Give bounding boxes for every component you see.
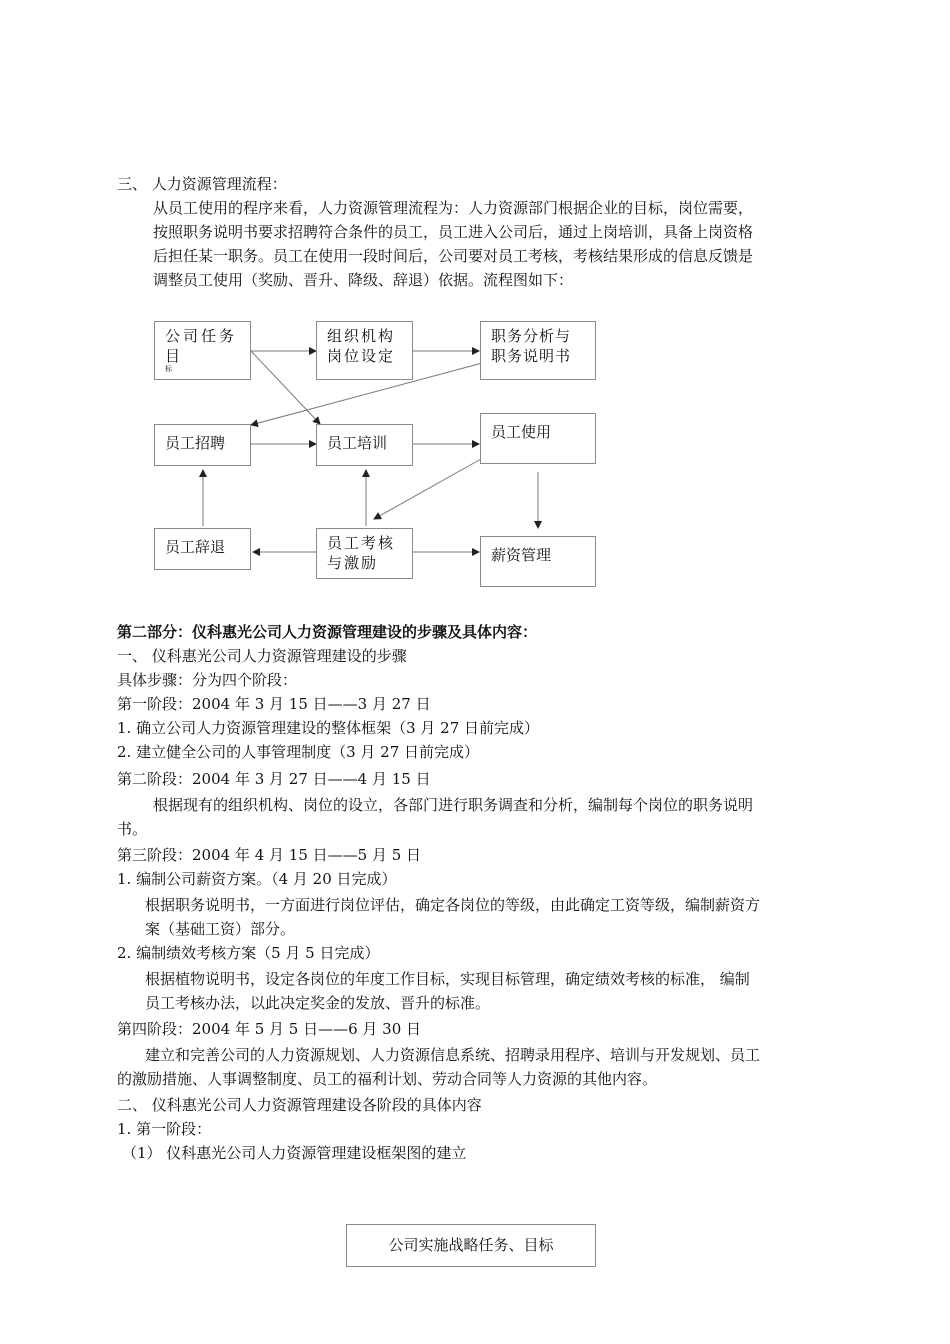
list-item: 2. 编制绩效考核方案（5 月 5 日完成） bbox=[117, 944, 380, 962]
text-line: 案（基础工资）部分。 bbox=[145, 920, 296, 938]
text-line: 的激励措施、人事调整制度、员工的福利计划、劳动合同等人力资源的其他内容。 bbox=[117, 1070, 658, 1088]
text-line: 具体步骤：分为四个阶段： bbox=[117, 671, 298, 689]
paragraph-line: 后担任某一职务。员工在使用一段时间后，公司要对员工考核，考核结果形成的信息反馈是 bbox=[153, 247, 754, 265]
arrow-task-to-training bbox=[251, 351, 320, 424]
phase-heading: 第三阶段：2004 年 4 月 15 日——5 月 5 日 bbox=[117, 846, 422, 864]
flow-node-dismiss: 员工辞退 bbox=[154, 528, 251, 570]
flow-node-job-analysis: 职务分析与 职务说明书 bbox=[480, 321, 596, 380]
flow-node-employee-use: 员工使用 bbox=[480, 413, 596, 464]
text-line: 根据职务说明书，一方面进行岗位评估，确定各岗位的等级，由此确定工资等级，编制薪资方 bbox=[145, 896, 761, 914]
flow-node-salary: 薪资管理 bbox=[480, 536, 596, 587]
section-heading: 二、 仪科惠光公司人力资源管理建设各阶段的具体内容 bbox=[117, 1096, 482, 1114]
part-title: 第二部分：仪科惠光公司人力资源管理建设的步骤及具体内容： bbox=[117, 623, 538, 641]
list-item: 1. 第一阶段： bbox=[117, 1120, 212, 1138]
phase-heading: 第一阶段：2004 年 3 月 15 日——3 月 27 日 bbox=[117, 695, 431, 713]
paragraph-line: 按照职务说明书要求招聘符合条件的员工，员工进入公司后，通过上岗培训，具备上岗资格 bbox=[153, 223, 754, 241]
flow-node-org-structure: 组织机构 岗位设定 bbox=[316, 321, 413, 380]
sub-list-item: （1） 仪科惠光公司人力资源管理建设框架图的建立 bbox=[122, 1144, 467, 1162]
text-line: 员工考核办法，以此决定奖金的发放、晋升的标准。 bbox=[145, 994, 491, 1012]
list-item: 1. 确立公司人力资源管理建设的整体框架（3 月 27 日前完成） bbox=[117, 719, 540, 737]
arrow-use-to-assess bbox=[374, 459, 481, 519]
paragraph-line: 从员工使用的程序来看，人力资源管理流程为：人力资源部门根据企业的目标，岗位需要， bbox=[153, 199, 754, 217]
paragraph-line: 调整员工使用（奖励、晋升、降级、辞退）依据。流程图如下： bbox=[153, 271, 574, 289]
flow-node-recruit: 员工招聘 bbox=[154, 424, 251, 466]
text-line: 根据现有的组织机构、岗位的设立，各部门进行职务调查和分析，编制每个岗位的职务说明 bbox=[153, 796, 754, 814]
text-line: 建立和完善公司的人力资源规划、人力资源信息系统、招聘录用程序、培训与开发规划、员工 bbox=[145, 1046, 761, 1064]
phase-heading: 第二阶段：2004 年 3 月 27 日——4 月 15 日 bbox=[117, 770, 431, 788]
phase-heading: 第四阶段：2004 年 5 月 5 日——6 月 30 日 bbox=[117, 1020, 422, 1038]
flow-node-company-task: 公司任务 目 标 bbox=[154, 321, 251, 380]
flow-node-assessment: 员工考核 与激励 bbox=[316, 528, 413, 579]
list-item: 1. 编制公司薪资方案。（4 月 20 日完成） bbox=[117, 870, 397, 888]
text-line: 书。 bbox=[117, 820, 148, 838]
flow-node-training: 员工培训 bbox=[316, 424, 413, 466]
strategy-box: 公司实施战略任务、目标 bbox=[346, 1224, 596, 1267]
section-heading: 一、 仪科惠光公司人力资源管理建设的步骤 bbox=[117, 647, 407, 665]
list-item: 2. 建立健全公司的人事管理制度（3 月 27 日前完成） bbox=[117, 743, 480, 761]
text-line: 根据植物说明书，设定各岗位的年度工作目标，实现目标管理，确定绩效考核的标准， 编制 bbox=[145, 970, 750, 988]
section-heading: 三、 人力资源管理流程： bbox=[117, 175, 287, 193]
